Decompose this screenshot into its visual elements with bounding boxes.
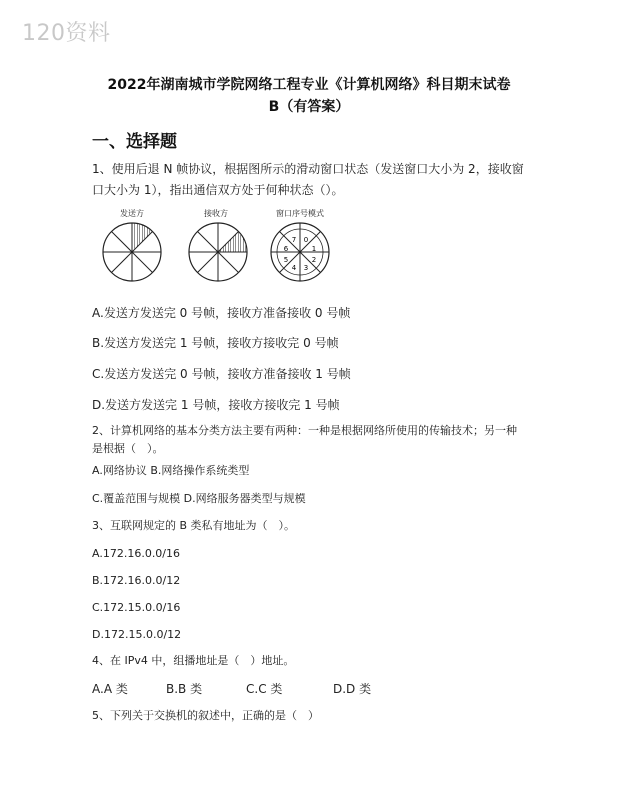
- seq-number-3: 3: [303, 264, 309, 272]
- q1-option-d: D.发送方发送完 1 号帧，接收方接收完 1 号帧: [92, 398, 340, 412]
- q2-option-ab: A.网络协议 B.网络操作系统类型: [92, 464, 250, 477]
- sliding-window-figure: [98, 208, 338, 284]
- receiver-window-sector: [218, 232, 247, 253]
- document-subtitle: B（有答案）: [268, 99, 350, 115]
- sliding-window-diagram: [98, 208, 338, 284]
- sender-wheel: [103, 223, 161, 281]
- question-3: 3、互联网规定的 B 类私有地址为（ ）。: [92, 519, 296, 532]
- sender-window-sector: [132, 223, 153, 252]
- seq-number-6: 6: [283, 245, 289, 253]
- q3-option-b: B.172.16.0.0/12: [92, 574, 181, 587]
- seq-number-1: 1: [311, 245, 317, 253]
- seq-number-2: 2: [311, 256, 317, 264]
- q3-option-a: A.172.16.0.0/16: [92, 547, 181, 560]
- q1-option-a: A.发送方发送完 0 号帧，接收方准备接收 0 号帧: [92, 306, 351, 320]
- q4-option-d: D.D 类: [333, 682, 372, 696]
- q1-option-c: C.发送方发送完 0 号帧，接收方准备接收 1 号帧: [92, 367, 351, 381]
- seq-number-0: 0: [303, 236, 309, 244]
- q3-option-d: D.172.15.0.0/12: [92, 628, 182, 641]
- q4-option-b: B.B 类: [166, 682, 203, 696]
- question-2-line-2: 是根据（ ）。: [92, 442, 164, 455]
- q1-option-b: B.发送方发送完 1 号帧，接收方接收完 0 号帧: [92, 336, 339, 350]
- receiver-wheel: [189, 223, 247, 281]
- question-2-line-1: 2、计算机网络的基本分类方法主要有两种：一种是根据网络所使用的传输技术；另一种: [92, 424, 517, 437]
- figure-label-receiver: 接收方: [204, 209, 228, 218]
- question-1-line-1: 1、使用后退 N 帧协议，根据图所示的滑动窗口状态（发送窗口大小为 2，接收窗: [92, 162, 524, 176]
- question-5: 5、下列关于交换机的叙述中，正确的是（ ）: [92, 709, 319, 722]
- question-4: 4、在 IPv4 中，组播地址是（ ）地址。: [92, 654, 295, 667]
- q4-option-a: A.A 类: [92, 682, 128, 696]
- watermark-logo: 120资料: [22, 21, 111, 46]
- section-heading: 一、选择题: [92, 132, 177, 152]
- question-1-line-2: 口大小为 1），指出通信双方处于何种状态（）。: [92, 183, 344, 197]
- document-title: 2022年湖南城市学院网络工程专业《计算机网络》科目期末试卷: [107, 77, 511, 93]
- figure-label-sender: 发送方: [120, 209, 144, 218]
- seq-number-5: 5: [283, 256, 289, 264]
- sequence-wheel: [271, 223, 329, 281]
- seq-number-4: 4: [291, 264, 297, 272]
- q4-option-c: C.C 类: [246, 682, 283, 696]
- figure-label-window: 窗口序号模式: [276, 209, 324, 218]
- seq-number-7: 7: [291, 236, 297, 244]
- q3-option-c: C.172.15.0.0/16: [92, 601, 181, 614]
- q2-option-cd: C.覆盖范围与规模 D.网络服务器类型与规模: [92, 492, 306, 505]
